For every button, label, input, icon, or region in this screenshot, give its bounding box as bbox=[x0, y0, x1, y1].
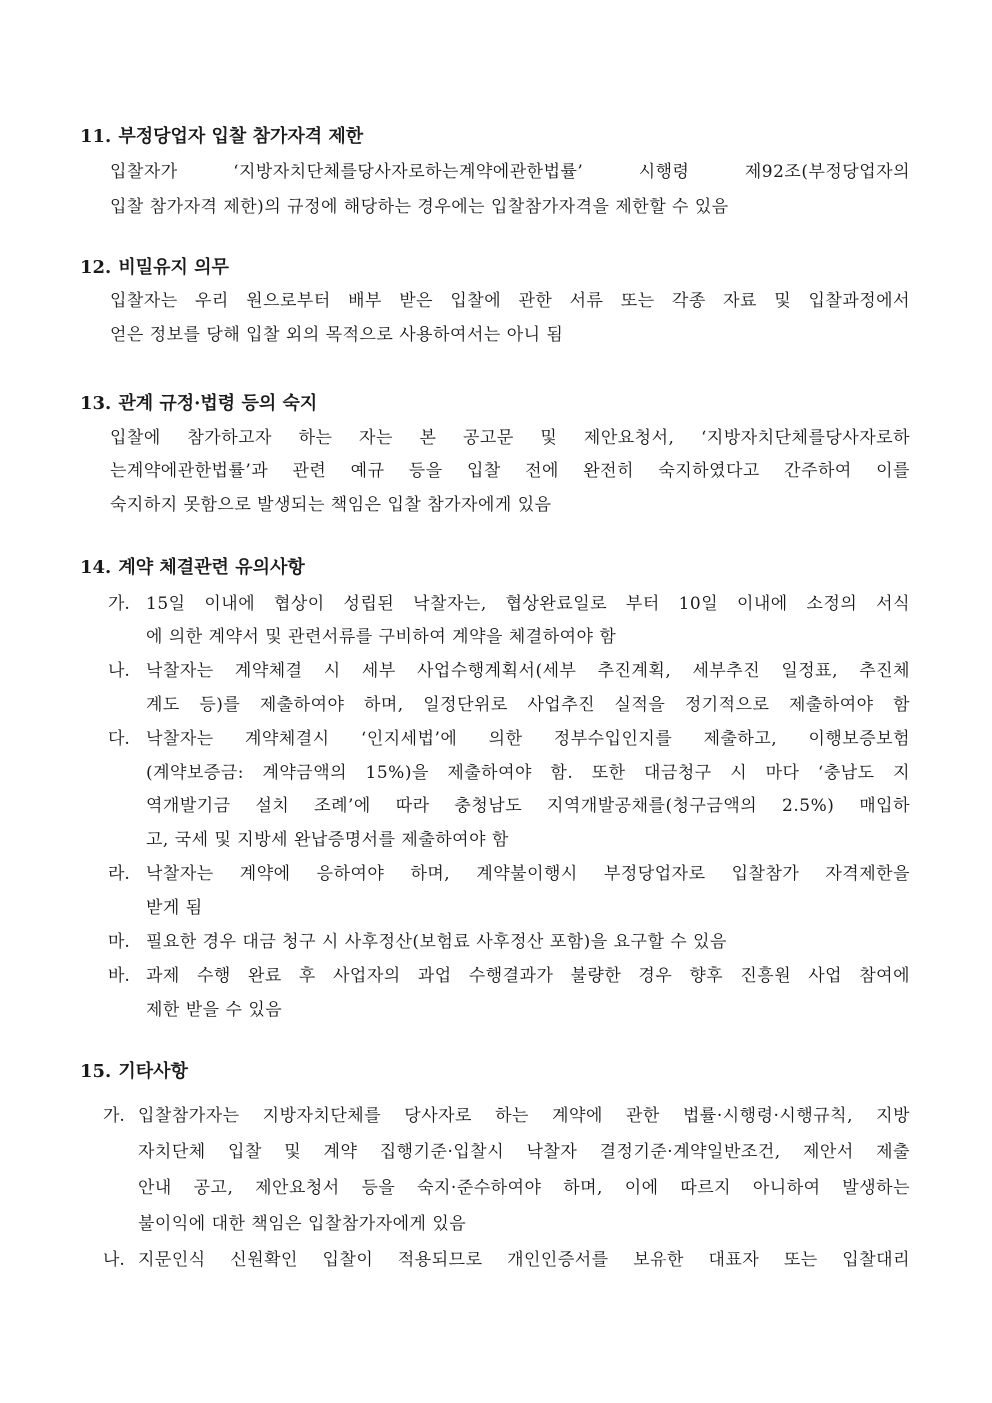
section-heading bbox=[80, 256, 229, 280]
item-line: 지문인식 신원확인 입찰이 적용되므로 개인인증서를 보유한 대표자 또는 입찰대리 bbox=[138, 1250, 910, 1270]
section-heading bbox=[80, 556, 305, 580]
section-title: 관계 규정·법령 등의 숙지 bbox=[118, 393, 318, 414]
item-marker: 바. bbox=[108, 966, 130, 986]
section-number: 11. bbox=[80, 126, 112, 147]
section-title: 기타사항 bbox=[118, 1061, 188, 1082]
item-marker: 다. bbox=[108, 729, 130, 749]
section-number: 14. bbox=[80, 557, 112, 578]
item-line: 불이익에 대한 책임은 입찰참가자에게 있음 bbox=[138, 1214, 467, 1234]
section-number: 13. bbox=[80, 393, 112, 414]
item-line: 낙찰자는 계약에 응하여야 하며, 계약불이행시 부정당업자로 입찰참가 자격제한을 bbox=[146, 864, 910, 884]
item-line: 계도 등)를 제출하여야 하며, 일정단위로 사업추진 실적을 정기적으로 제출하여야 함 bbox=[146, 695, 910, 715]
item-line: 낙찰자는 계약체결 시 세부 사업수행계획서(세부 추진계획, 세부추진 일정표, 추진체 bbox=[146, 661, 910, 681]
body-line: 입찰자가 ‘지방자치단체를당사자로하는계약에관한법률’ 시행령 제92조(부정당업자의 bbox=[110, 162, 910, 182]
body-line: 입찰자는 우리 원으로부터 배부 받은 입찰에 관한 서류 또는 각종 자료 및 입찰과정에서 bbox=[110, 291, 910, 311]
section-heading bbox=[80, 1060, 188, 1084]
item-marker: 가. bbox=[108, 594, 130, 614]
item-line: 고, 국세 및 지방세 완납증명서를 제출하여야 함 bbox=[146, 830, 509, 850]
item-marker: 마. bbox=[108, 932, 130, 952]
item-line: 15일 이내에 협상이 성립된 낙찰자는, 협상완료일로 부터 10일 이내에 소정의 서식 bbox=[146, 594, 910, 614]
item-line: 필요한 경우 대금 청구 시 사후정산(보험료 사후정산 포함)을 요구할 수 있음 bbox=[146, 932, 727, 952]
section-number: 15. bbox=[80, 1061, 112, 1082]
body-line: 입찰에 참가하고자 하는 자는 본 공고문 및 제안요청서, ‘지방자치단체를당사자로하 bbox=[110, 428, 910, 448]
item-marker: 가. bbox=[103, 1106, 125, 1126]
item-marker: 나. bbox=[108, 661, 130, 681]
section-number: 12. bbox=[80, 257, 112, 278]
item-line: 자치단체 입찰 및 계약 집행기준·입찰시 낙찰자 결정기준·계약일반조건, 제안서 제출 bbox=[138, 1142, 910, 1162]
item-line: 제한 받을 수 있음 bbox=[146, 1000, 283, 1020]
section-heading bbox=[80, 125, 363, 149]
body-line: 숙지하지 못함으로 발생되는 책임은 입찰 참가자에게 있음 bbox=[110, 495, 552, 515]
section-title: 계약 체결관련 유의사항 bbox=[118, 557, 305, 578]
section-title: 비밀유지 의무 bbox=[118, 257, 229, 278]
item-line: 받게 됨 bbox=[146, 898, 203, 918]
body-line: 얻은 정보를 당해 입찰 외의 목적으로 사용하여서는 아니 됨 bbox=[110, 325, 564, 345]
body-line: 입찰 참가자격 제한)의 규정에 해당하는 경우에는 입찰참가자격을 제한할 수 있음 bbox=[110, 197, 729, 217]
item-line: 과제 수행 완료 후 사업자의 과업 수행결과가 불량한 경우 향후 진흥원 사업 참여에 bbox=[146, 966, 910, 986]
section-title: 부정당업자 입찰 참가자격 제한 bbox=[118, 126, 364, 147]
section-heading bbox=[80, 392, 317, 416]
item-line: 에 의한 계약서 및 관련서류를 구비하여 계약을 체결하여야 함 bbox=[146, 627, 617, 647]
body-line: 는계약에관한법률’과 관련 예규 등을 입찰 전에 완전히 숙지하였다고 간주하여 이를 bbox=[110, 461, 910, 481]
item-line: (계약보증금: 계약금액의 15%)을 제출하여야 함. 또한 대금청구 시 마다 ‘충남도 지 bbox=[146, 763, 910, 783]
item-line: 낙찰자는 계약체결시 ‘인지세법’에 의한 정부수입인지를 제출하고, 이행보증보험 bbox=[146, 729, 910, 749]
item-marker: 나. bbox=[103, 1250, 125, 1270]
item-line: 안내 공고, 제안요청서 등을 숙지·준수하여야 하며, 이에 따르지 아니하여 발생하는 bbox=[138, 1178, 910, 1198]
item-line: 역개발기금 설치 조례’에 따라 충청남도 지역개발공채를(청구금액의 2.5%) 매입하 bbox=[146, 796, 910, 816]
item-line: 입찰참가자는 지방자치단체를 당사자로 하는 계약에 관한 법률·시행령·시행규칙, 지방 bbox=[138, 1106, 910, 1126]
item-marker: 라. bbox=[108, 864, 130, 884]
